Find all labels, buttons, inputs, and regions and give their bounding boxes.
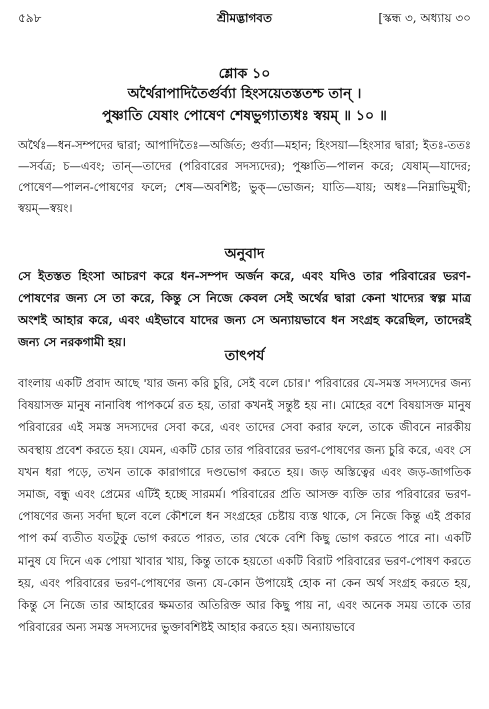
chapter-location: [স্কন্ধ ৩, অধ্যায় ৩০ (378, 11, 471, 25)
page-header (18, 10, 471, 30)
page-number: ৫৯৮ (18, 11, 42, 25)
purport-heading: তাৎপর্য (224, 348, 265, 364)
book-title: শ্রীমদ্ভাগবত (216, 11, 272, 25)
translation-text: সে ইতস্তত হিংসা আচরণ করে ধন-সম্পদ অর্জন করে, এবং যদিও তার পরিবারের ভরণ-পোষণের জন্য সে তা করে, কিন্তু সে নিজে কেবল সেই অর্থের দ্বারা কেনা খাদ্যের স্বল্প মাত্র অংশই আহার করে, এবং এইভাবে যাদের জন্য সে অন্যায়ভাবে ধন সংগ্রহ করেছিল, তাদেরই জন্য সে নরকগামী হয়। (18, 269, 471, 349)
verse-line-1: অর্থৈরাপাদিতৈর্গুর্ব্যা হিংসয়েতস্ততশ্চ তান্ । (127, 86, 362, 102)
verse-label: শ্লোক ১০ (218, 66, 271, 82)
translation-heading: অনুবাদ (224, 246, 265, 262)
verse-line-2: পুষ্ণাতি যেষাং পোষেণ শেষভুগ্যাত্যধঃ স্বয়ম্ ॥ ১০ ॥ (102, 108, 387, 124)
purport-text: বাংলায় একটি প্রবাদ আছে 'যার জন্য করি চুরি, সেই বলে চোর।' পরিবারের যে-সমস্ত সদস্যদের জন্য বিষয়াসক্ত মানুষ নানাবিধ পাপকর্মে রত হয়, তারা কখনই সন্তুষ্ট হয় না। মোহের বশে বিষয়াসক্ত মানুষ পরিবারের এই সমস্ত সদস্যদের সেবা করে, এবং তাদের সেবা করার ফলে, তাকে জীবনে নারকীয় অবস্থায় প্রবেশ করতে হয়। যেমন, একটি চোর তার পরিবারের ভরণ-পোষণের জন্য চুরি করে, এবং সে যখন ধরা পড়ে, তখন তাকে কারাগারে দণ্ডভোগ করতে হয়। জড় অস্তিত্বের এবং জড়-জাগতিক সমাজ, বন্ধু এবং প্রেমের এটিই হচ্ছে সারমর্ম। পরিবারের প্রতি আসক্ত ব্যক্তি তার পরিবারের ভরণ-পোষণের জন্য সর্বদা ছলে বলে কৌশলে ধন সংগ্রহের চেষ্টায় ব্যস্ত থাকে, সে নিজে কিন্তু এই প্রকার পাপ কর্ম ব্যতীত যতটুকু ভোগ করতে পারত, তার থেকে বেশি কিছু ভোগ করতে পারে না। একটি মানুষ যে দিনে এক পোয়া খাবার খায়, কিন্তু তাকে হয়তো একটি বিরাট পরিবারের ভরণ-পোষণ করতে হয়, এবং পরিবারের ভরণ-পোষণের জন্য যে-কোন উপায়েই হোক না কেন অর্থ সংগ্রহ করতে হয়, কিন্তু সে নিজে তার আহারের ক্ষমতার অতিরিক্ত আর কিছু পায় না, এবং অনেক সময় তাকে তার পরিবারের অন্য সমস্ত সদস্যদের ভুক্তাবশিষ্টই আহার করতে হয়। অন্যায়ভাবে (18, 376, 471, 635)
word-meanings: অর্থৈঃ—ধন-সম্পদের দ্বারা; আপাদিতৈঃ—অর্জিত; গুর্ব্যা—মহান; হিংসয়া—হিংসার দ্বারা; ইতঃ-ততঃ—সর্বত্র; চ—এবং; তান্—তাদের (পরিবারের সদস্যদের); পুষ্ণাতি—পালন করে; যেষাম্—যাদের; পোষেণ—পালন-পোষণের ফলে; শেষ—অবশিষ্ট; ভুক্—ভোজন; যাতি—যায়; অধঃ—নিম্নাভিমুখী; স্বয়ম্—স্বয়ং। (18, 138, 471, 215)
